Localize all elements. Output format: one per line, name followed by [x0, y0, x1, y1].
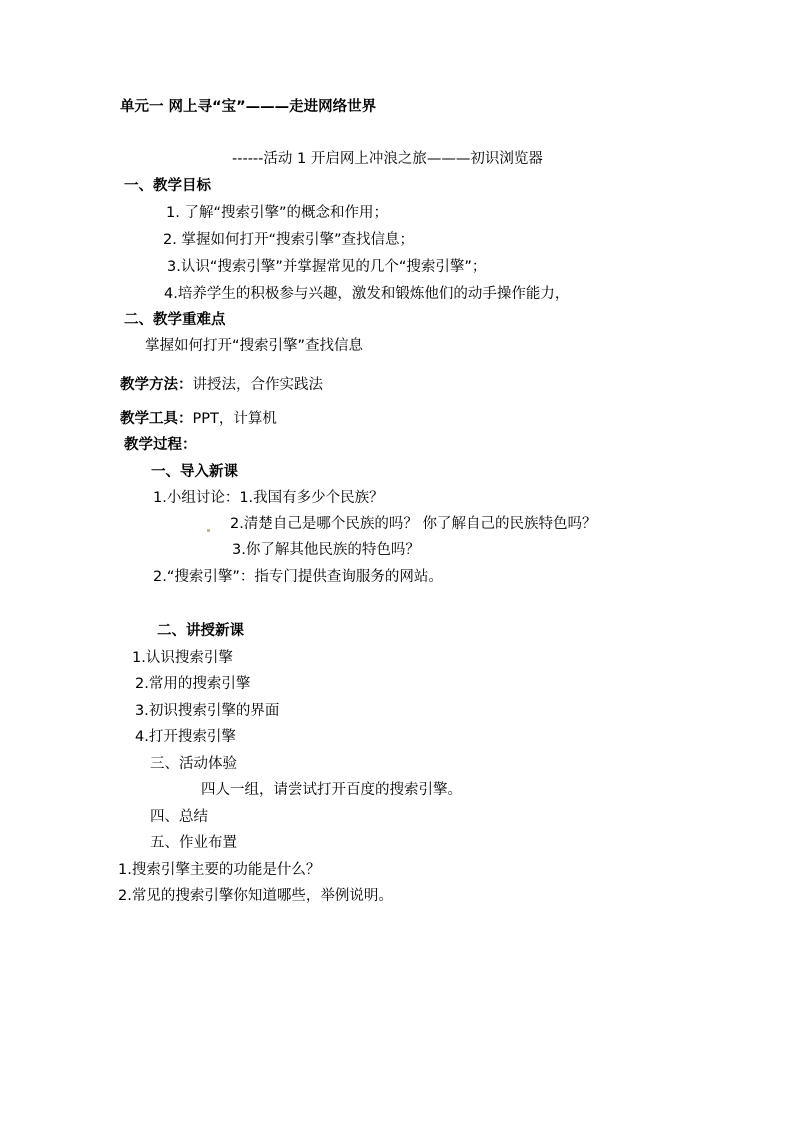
teaching-tools-label: 教学工具： — [120, 411, 193, 427]
teaching-tools-value: PPT，计算机 — [192, 411, 277, 427]
homework-item-1: 1.搜索引擎主要的功能是什么？ — [118, 862, 321, 878]
summary-heading: 四、总结 — [150, 809, 208, 825]
teaching-process-label: 教学过程： — [124, 437, 197, 453]
intro-heading: 一、导入新课 — [151, 464, 238, 480]
intro-question-2-line — [206, 514, 596, 534]
homework-heading: 五、作业布置 — [150, 835, 237, 851]
key-points-text: 掌握如何打开“搜索引擎”查找信息 — [145, 338, 364, 354]
objective-item-4: 4.培养学生的积极参与兴趣，激发和锻炼他们的动手操作能力， — [164, 286, 570, 302]
document-subtitle: ------活动 1 开启网上冲浪之旅———初识浏览器 — [232, 151, 543, 167]
document-title: 单元一 网上寻“宝”———走进网络世界 — [120, 99, 377, 115]
teaching-method-label: 教学方法： — [120, 377, 193, 393]
intro-discussion: 1.小组讨论：1.我国有多少个民族？ — [153, 490, 384, 506]
objective-item-2: 2. 掌握如何打开“搜索引擎”查找信息； — [163, 232, 414, 248]
objective-item-3: 3.认识“搜索引擎”并掌握常见的几个“搜索引擎”； — [167, 259, 487, 275]
activity-text: 四人一组，请尝试打开百度的搜索引擎。 — [201, 782, 462, 798]
teaching-method-line — [120, 375, 323, 395]
intro-question-2: 2.清楚自己是哪个民族的吗？ 你了解自己的民族特色吗？ — [230, 516, 597, 532]
intro-definition: 2.“搜索引擎”：指专门提供查询服务的网站。 — [153, 569, 443, 585]
teaching-method-value: 讲授法，合作实践法 — [192, 377, 323, 393]
activity-heading: 三、活动体验 — [150, 756, 237, 772]
lecture-item-2: 2.常用的搜索引擎 — [135, 676, 251, 692]
lecture-item-1: 1.认识搜索引擎 — [132, 650, 233, 666]
lecture-item-3: 3.初识搜索引擎的界面 — [135, 703, 280, 719]
objective-item-1: 1. 了解“搜索引擎”的概念和作用； — [166, 205, 388, 221]
section-heading-key-points: 二、教学重难点 — [124, 312, 226, 328]
lecture-heading: 二、讲授新课 — [157, 623, 244, 639]
section-heading-objectives: 一、教学目标 — [124, 178, 211, 194]
teaching-tools-line — [120, 409, 277, 429]
homework-item-2: 2.常见的搜索引擎你知道哪些，举例说明。 — [118, 888, 393, 904]
lecture-item-4: 4.打开搜索引擎 — [135, 729, 236, 745]
intro-question-3: 3.你了解其他民族的特色吗？ — [232, 542, 420, 558]
stray-mark — [207, 529, 210, 532]
